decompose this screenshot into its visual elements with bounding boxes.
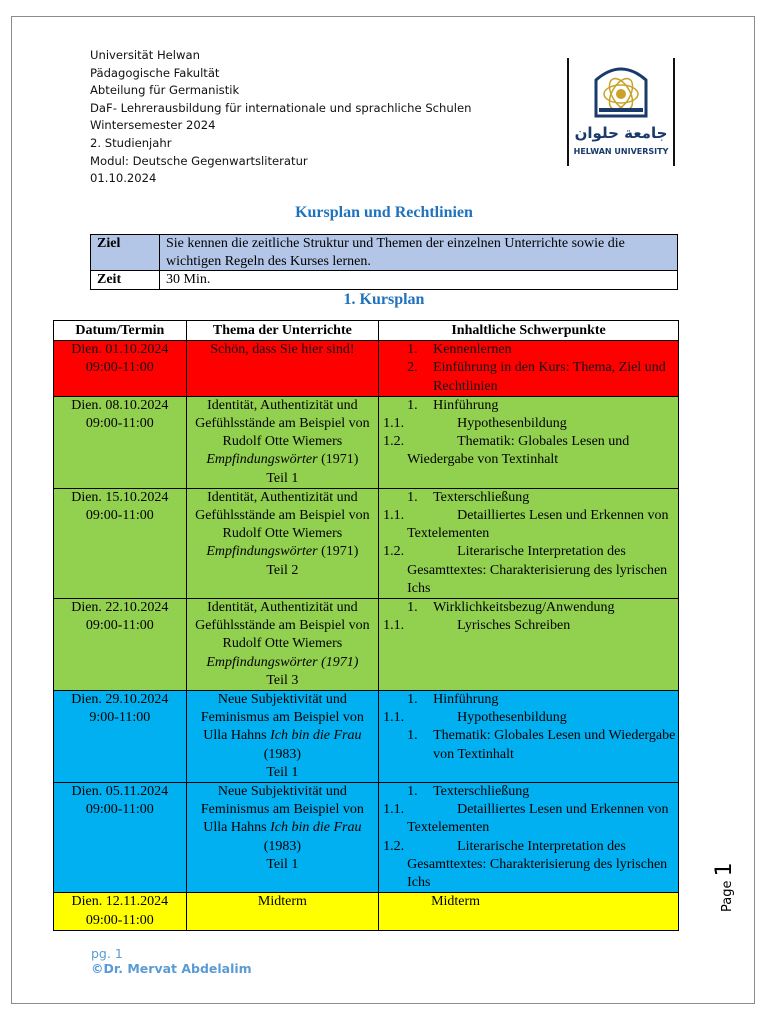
- table-row: [54, 783, 679, 893]
- focus-item-number: 1.: [407, 397, 418, 413]
- date-text: Dien. 05.11.2024: [71, 784, 169, 800]
- header-line: Modul: Deutsche Gegenwartsliteratur: [90, 153, 308, 168]
- course-plan-table: [53, 320, 679, 931]
- table-row: [54, 893, 679, 930]
- work-title: Empfindungswörter: [206, 452, 318, 468]
- focus-item-text: Lyrisches Schreiben: [457, 618, 571, 634]
- focus-cell: [379, 341, 679, 397]
- focus-item-text: Kennenlernen: [433, 342, 512, 358]
- column-header: Thema der Unterrichte: [186, 321, 378, 341]
- focus-item-text: Thematik: Globales Lesen und Wiedergabe von Textinhalt: [433, 728, 676, 762]
- focus-item-text: Texterschließung: [433, 489, 530, 505]
- focus-item-number: 1.: [407, 600, 418, 616]
- focus-item: [381, 507, 676, 543]
- focus-item-number: 1.1.: [383, 416, 405, 432]
- logo-arabic-text: جامعة حلوان: [574, 124, 668, 142]
- column-header: Datum/Termin: [54, 321, 187, 341]
- focus-item: [381, 433, 676, 469]
- table-row: [54, 691, 679, 783]
- header-line: DaF- Lehrerausbildung für internationale und sprachliche Schulen: [90, 100, 472, 115]
- focus-cell: [379, 488, 679, 598]
- zeit-label: Zeit: [91, 271, 160, 290]
- date-cell: [54, 783, 187, 893]
- time-text: 09:00-11:00: [85, 802, 154, 818]
- date-cell: [54, 599, 187, 691]
- focus-item: [381, 543, 676, 598]
- ziel-value: Sie kennen die zeitliche Struktur und Themen der einzelnen Unterrichte sowie die wichtigen Regeln des Kurses lernen.: [160, 235, 678, 271]
- topic-cell: [186, 893, 378, 930]
- date-text: Dien. 29.10.2024: [71, 692, 169, 708]
- logo-emblem-icon: [566, 58, 676, 168]
- focus-item-text: Hypothesenbildung: [457, 416, 567, 432]
- focus-item-text: Detailliertes Lesen und Erkennen von Textelementen: [407, 508, 669, 542]
- focus-cell: [379, 893, 679, 930]
- footer-copyright: ©Dr. Mervat Abdelalim: [91, 961, 252, 976]
- focus-item-text: Hypothesenbildung: [457, 710, 567, 726]
- work-year: (1983): [263, 746, 302, 762]
- focus-item-text: Einführung in den Kurs: Thema, Ziel und Rechtlinien: [433, 360, 666, 394]
- part-label: Teil 3: [266, 672, 299, 688]
- focus-item-number: 1.1.: [383, 618, 405, 634]
- focus-item-text: Detailliertes Lesen und Erkennen von Textelementen: [407, 802, 669, 836]
- part-label: Teil 1: [266, 764, 299, 780]
- focus-item-number: 1.: [407, 342, 418, 358]
- time-text: 9:00-11:00: [89, 710, 151, 726]
- focus-item-number: 1.: [407, 489, 418, 505]
- work-title: Empfindungswörter (1971): [206, 654, 359, 670]
- focus-item-number: 1.: [407, 692, 418, 708]
- section-title: 1. Kursplan: [343, 291, 425, 308]
- focus-item-number: 1.2.: [383, 838, 405, 854]
- logo-latin-text: HELWAN UNIVERSITY: [573, 147, 669, 156]
- time-text: 09:00-11:00: [85, 360, 154, 376]
- table-row: [54, 396, 679, 488]
- topic-cell: [186, 783, 378, 893]
- table-body: [54, 341, 679, 931]
- header-line: Universität Helwan: [90, 48, 200, 62]
- university-logo: [566, 58, 676, 168]
- work-title: Empfindungswörter: [206, 544, 318, 560]
- footer-page-number: pg. 1: [91, 946, 123, 961]
- header-line: Pädagogische Fakultät: [90, 65, 220, 80]
- table-row: [54, 599, 679, 691]
- focus-item-text: Literarische Interpretation des Gesamttextes: Charakterisierung des lyrischen Ichs: [407, 544, 668, 596]
- date-text: Dien. 22.10.2024: [71, 600, 169, 616]
- topic-cell: [186, 396, 378, 488]
- topic-text: Neue Subjektivität und Feminismus am Beispiel von Ulla Hahns: [200, 784, 364, 836]
- work-title: Ich bin die Frau: [270, 820, 362, 836]
- focus-item-number: 1.: [407, 728, 418, 744]
- date-cell: [54, 893, 187, 930]
- goal-time-table: [90, 234, 678, 290]
- column-header: Inhaltliche Schwerpunkte: [379, 321, 679, 341]
- topic-cell: [186, 599, 378, 691]
- focus-cell: [379, 599, 679, 691]
- focus-cell: [379, 783, 679, 893]
- date-cell: [54, 691, 187, 783]
- date-cell: [54, 488, 187, 598]
- focus-item-text: Hinführung: [433, 397, 499, 413]
- table-row: [91, 235, 678, 271]
- focus-item: [381, 783, 676, 801]
- table-header-row: [54, 321, 679, 341]
- work-year: (1983): [263, 838, 302, 854]
- side-page-number: [712, 862, 737, 912]
- topic-text: Neue Subjektivität und Feminismus am Beispiel von Ulla Hahns: [200, 692, 364, 744]
- part-label: Teil 1: [266, 470, 299, 486]
- topic-text: Schön, dass Sie hier sind!: [210, 342, 355, 358]
- time-text: 09:00-11:00: [85, 508, 154, 524]
- topic-text: Identität, Authentizität und Gefühlsstände am Beispiel von Rudolf Otte Wiemers: [195, 489, 370, 542]
- date-cell: [54, 341, 187, 397]
- date-text: Dien. 08.10.2024: [71, 397, 169, 413]
- focus-item: [381, 397, 676, 415]
- footer: [91, 946, 252, 976]
- date-cell: [54, 396, 187, 488]
- focus-item-number: 1.1.: [383, 508, 405, 524]
- focus-item: [381, 489, 676, 507]
- header-line: 01.10.2024: [90, 171, 157, 186]
- side-page-label: Page: [720, 880, 735, 912]
- work-title: Ich bin die Frau: [270, 728, 362, 744]
- header-line: 2. Studienjahr: [90, 135, 172, 150]
- document-title: Kursplan und Rechtlinien: [295, 204, 473, 221]
- focus-item-number: 1.2.: [383, 544, 405, 560]
- focus-item-text: Hinführung: [433, 692, 499, 708]
- time-text: 09:00-11:00: [85, 416, 154, 432]
- topic-text: Midterm: [257, 894, 307, 910]
- focus-item: [381, 691, 676, 709]
- work-year: (1971): [317, 544, 359, 560]
- date-text: Dien. 01.10.2024: [71, 342, 169, 358]
- focus-item: [381, 599, 676, 617]
- focus-item-text: Literarische Interpretation des Gesamttextes: Charakterisierung des lyrischen Ichs: [407, 838, 668, 891]
- topic-text: Identität, Authentizität und Gefühlsstände am Beispiel von Rudolf Otte Wiemers: [195, 600, 370, 652]
- focus-item-text: Texterschließung: [433, 784, 530, 800]
- topic-cell: [186, 488, 378, 598]
- focus-item: [381, 709, 676, 727]
- side-page-digit: 1: [712, 862, 737, 877]
- focus-cell: [379, 396, 679, 488]
- time-text: 09:00-11:00: [85, 618, 154, 634]
- focus-item-text: Wirklichkeitsbezug/Anwendung: [433, 600, 615, 616]
- focus-text: Midterm: [431, 894, 481, 910]
- work-year: (1971): [317, 452, 359, 468]
- focus-item-number: 1.1.: [383, 802, 405, 818]
- focus-cell: [379, 691, 679, 783]
- zeit-value: 30 Min.: [160, 271, 678, 290]
- focus-item-text: Thematik: Globales Lesen und Wiedergabe von Textinhalt: [407, 434, 630, 468]
- focus-item-number: 2.: [407, 360, 418, 376]
- topic-text: Identität, Authentizität und Gefühlsstände am Beispiel von Rudolf Otte Wiemers: [195, 397, 370, 450]
- focus-item: [381, 838, 676, 893]
- header-line: Abteilung für Germanistik: [90, 83, 240, 98]
- part-label: Teil 2: [266, 562, 299, 578]
- focus-item: [381, 727, 676, 763]
- focus-item: [381, 801, 676, 837]
- table-row: [54, 341, 679, 397]
- header-block: [90, 47, 471, 188]
- focus-item-number: 1.2.: [383, 434, 405, 450]
- header-line: Wintersemester 2024: [90, 118, 216, 133]
- table-row: [54, 488, 679, 598]
- focus-item: [381, 617, 676, 635]
- focus-item: [381, 341, 676, 359]
- part-label: Teil 1: [266, 856, 299, 872]
- topic-cell: [186, 341, 378, 397]
- date-text: Dien. 12.11.2024: [71, 894, 169, 910]
- ziel-label: Ziel: [91, 235, 160, 271]
- table-row: [91, 271, 678, 290]
- date-text: Dien. 15.10.2024: [71, 489, 169, 505]
- focus-item: [381, 359, 676, 395]
- focus-item-number: 1.: [407, 784, 418, 800]
- focus-item-number: 1.1.: [383, 710, 405, 726]
- topic-cell: [186, 691, 378, 783]
- focus-item: [381, 415, 676, 433]
- time-text: 09:00-11:00: [85, 912, 154, 928]
